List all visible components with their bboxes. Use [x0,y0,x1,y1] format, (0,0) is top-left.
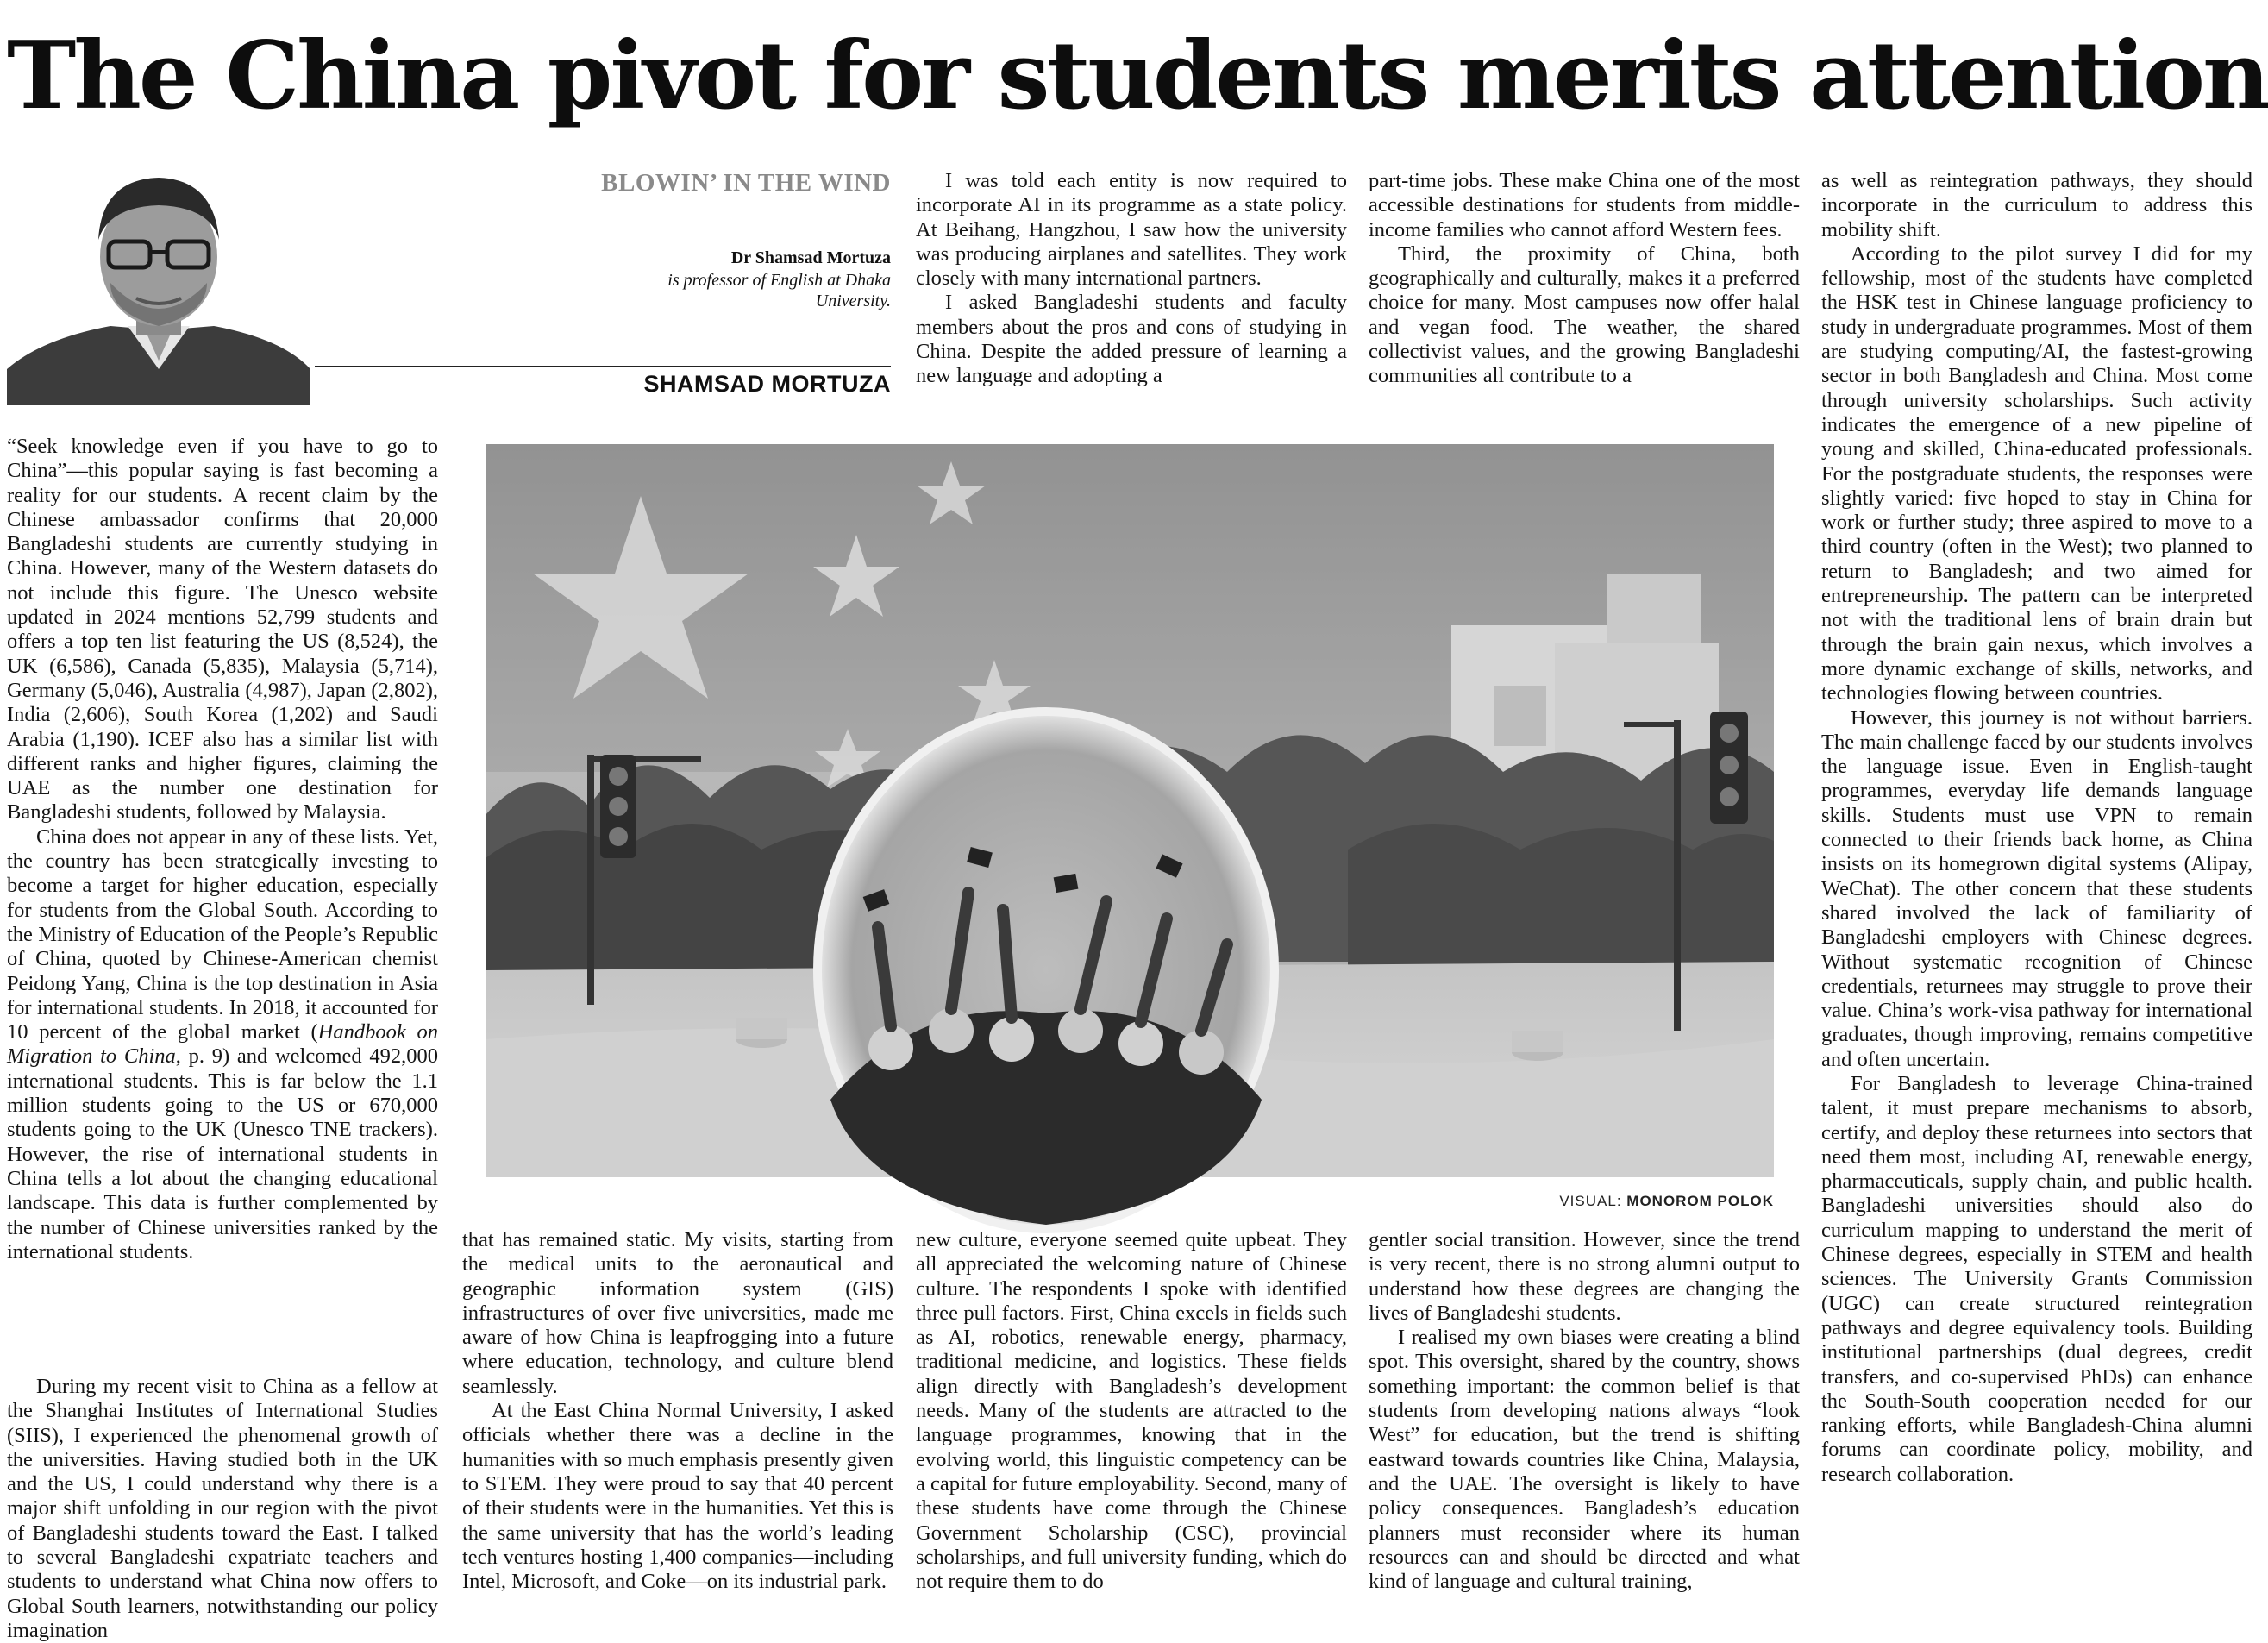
headline: The China pivot for students merits attention [7,22,2268,130]
article-paragraph: “Seek knowledge even if you have to go to China”—this popular saying is fast becoming a reality for our students. A recent claim by the Chinese ambassador confirms that 20,000 Bangladeshi students are currently studying in China. However, many of the Western datasets do not include this figure. The Unesco website updated in 2024 mentions 52,799 students and offers a top ten list featuring the US (8,524), the UK (6,586), Canada (5,835), Malaysia (5,714), Germany (5,046), Australia (4,987), Japan (2,802), India (2,606), South Korea (1,202) and Saudi Arabia (1,190). ICEF also has a similar list with different ranks and higher figures, claiming the UAE as the number one destination for Bangladeshi students, followed by Malaysia. [7,435,438,825]
article-paragraph: Third, the proximity of China, both geographically and culturally, makes it a preferred choice for many. Most campuses now offer halal and vegan food. The weather, the shared collectivist values, and the growing Bangladeshi communities all contribute to a [1369,241,1800,388]
author-bio: is professor of English at Dhaka University. [667,271,891,310]
article-paragraph: new culture, everyone seemed quite upbeat. They all appreciated the welcoming nature of Chinese culture. The respondents I spoke with identified three pull factors. First, China excels in fields such as AI, robotics, renewable energy, pharmacy, traditional medicine, and logistics. These fields align directly with Bangladesh’s development needs. Many of the students are attracted to the language programmes, knowing that in the evolving world, this linguistic competency can be a capital for future employability. Second, many of these students have come through the Chinese Government Scholarship (CSC), provincial scholarships, and full university funding, which do not require them to do [916,1228,1347,1594]
article-paragraph: gentler social transition. However, since the trend is very recent, there is no strong alumni output to understand how these degrees are changing the lives of Bangladeshi students. [1369,1228,1800,1325]
article-paragraph: part-time jobs. These make China one of the most accessible destinations for students from middle-income families who cannot afford Western fees. [1369,169,1800,241]
article-column-1-continued [7,1375,438,1642]
article-paragraph: For Bangladesh to leverage China-trained talent, it must prepare mechanisms to absorb, certify, and deploy these returnees into sectors that need them most, including AI, renewable energy, pharmaceuticals, supply chain, and public health. Bangladeshi universities should also do curriculum mapping to understand the merit of Chinese degrees, especially in STEM and health sciences. The University Grants Commission (UGC) can create structured reintegration pathways and degree equivalency tools. Building institutional partnerships (dual degrees, credit transfers, and co-supervised PhDs) can enhance the South-South cooperation needed for our ranking efforts, while Bangladesh-China alumni forums can coordinate policy, mobility, and research collaboration. [1821,1071,2252,1486]
article-column-4-top [1369,169,1800,419]
article-paragraph: that has remained static. My visits, starting from the medical units to the aeronautical and geographic information system (GIS) infrastructures of over five universities, made me aware of how China is leapfrogging into a future where education, technology, and culture blend seamlessly. [462,1228,893,1398]
article-paragraph: as well as reintegration pathways, they should incorporate in the curriculum to address this mobility shift. [1821,169,2252,241]
author-name: Dr Shamsad Mortuza [730,248,891,267]
article-paragraph: During my recent visit to China as a fellow at the Shanghai Institutes of International Studies (SIIS), I experienced the phenomenal growth of the universities. Having studied both in the UK and the US, I could understand why there is a major shift unfolding in our region with the pivot of Bangladeshi students toward the East. I talked to several Bangladeshi expatriate teachers and students to understand what China now offers to Global South learners, notwithstanding our policy imagination [7,1375,438,1642]
article-column-5 [1821,169,2252,1632]
article-column-3-top [916,169,1347,419]
article-paragraph: I realised my own biases were creating a blind spot. This oversight, shared by the country, shows something important: the common belief is that students from developing nations always “look West” for education, but the trend is shifting eastward towards countries like China, Malaysia, and the UAE. The oversight is likely to have policy consequences. Bangladesh’s education planners must reconsider where its human resources can and should be directed and what kind of language and cultural training, [1369,1326,1800,1594]
visual-credit: VISUAL: MONOROM POLOK [1559,1193,1774,1209]
article-paragraph: However, this journey is not without barriers. The main challenge faced by our students involves the language issue. Even in English-taught programmes, everyday life demands language skills. Students must use VPN to remain connected to their friends back home, as China insists on its homegrown digital systems (Alipay, WeChat). The other concern that these students shared involved the lack of familiarity of Bangladeshi employers with Chinese degrees. Without systematic recognition of Chinese credentials, returnees may struggle to prove their value. China’s work-visa pathway for international graduates, though improving, remains competitive and often uncertain. [1821,705,2252,1071]
byline: SHAMSAD MORTUZA [643,371,891,397]
article-paragraph: I asked Bangladeshi students and faculty members about the pros and cons of studying in China. Despite the added pressure of learning a new language and adopting a [916,291,1347,388]
article-paragraph: I was told each entity is now required to incorporate AI in its programme as a state policy. At Beihang, Hangzhou, I saw how the university was producing airplanes and satellites. They work closely with many international partners. [916,169,1347,291]
article-paragraph: According to the pilot survey I did for my fellowship, most of the students have completed the HSK test in Chinese language proficiency to study in undergraduate programmes. Most of them are studying computing/AI, the fastest-growing sector in both Bangladesh and China. Most come through university scholarships. Such activity indicates the emergence of a new pipeline of young and skilled, China-educated professionals. For the postgraduate students, the responses were slightly varied: five hoped to stay in China for work or further study; three aspired to move to a third country (often in the West); two planned to return to Bangladesh; and two aimed for entrepreneurship. The pattern can be interpreted not with the traditional lens of brain drain but through the brain gain nexus, which involves a more dynamic exchange of skills, networks, and technologies flowing between countries. [1821,241,2252,705]
article-paragraph: At the East China Normal University, I asked officials whether there was a decline in the humanities with so much emphasis presently given to STEM. They were proud to say that 40 percent of their students were in the humanities. Yet this is the same university that has the world’s leading tech ventures hosting 1,400 companies—including Intel, Microsoft, and Coke—on its industrial park. [462,1399,893,1594]
article-column-4-bottom [1369,1228,1800,1632]
article-photo-illustration [486,444,1774,1177]
article-column-3-bottom [916,1228,1347,1632]
author-portrait [7,154,310,405]
article-paragraph: China does not appear in any of these lists. Yet, the country has been strategically investing to become a target for higher education, especially for students from the Global South. According to the Ministry of Education of the People’s Republic of China, quoted by Chinese-American chemist Peidong Yang, China is the top destination in Asia for international students. In 2018, it accounted for 10 percent of the global market (Handbook on Migration to China, p. 9) and welcomed 492,000 international students. This is far below the 1.1 million students going to the US or 670,000 students going to the UK (Unesco TNE trackers). However, the rise of international students in China tells a lot about the changing educational landscape. This data is further complemented by the number of Chinese universities ranked by the international students. [7,825,438,1264]
article-column-2 [462,1228,893,1632]
byline-divider [315,366,891,367]
column-tag: BLOWIN’ IN THE WIND [601,169,891,197]
article-column-1 [7,435,438,1375]
